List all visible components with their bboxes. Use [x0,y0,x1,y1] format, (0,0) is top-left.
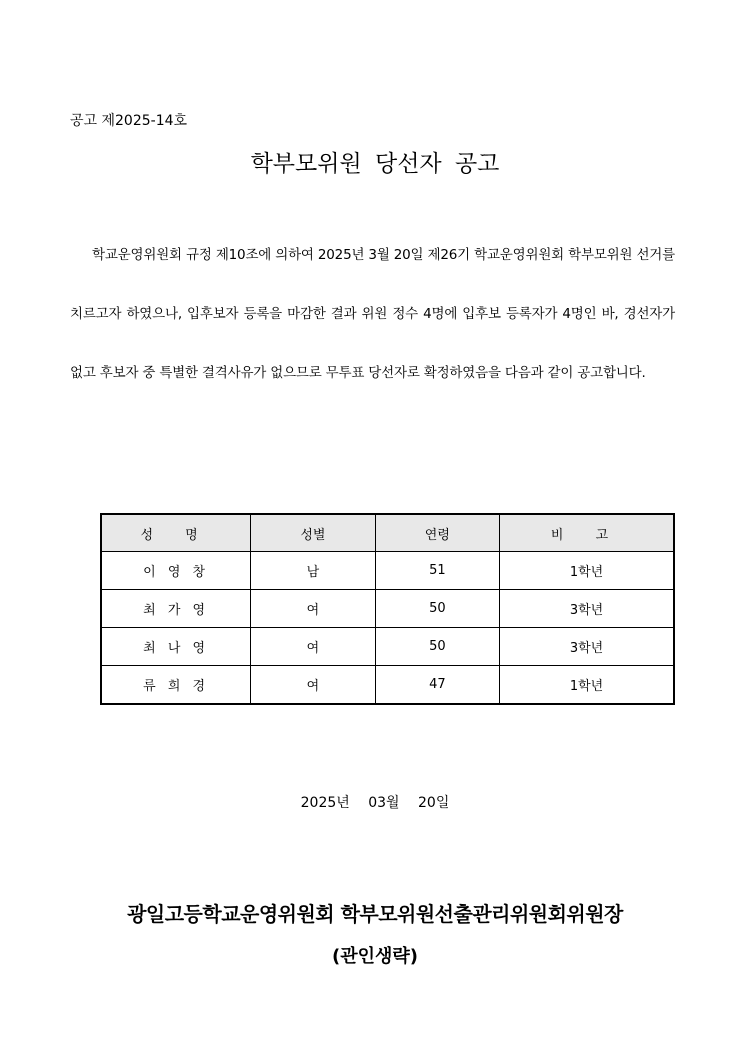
table-row [101,552,674,590]
member-gender: 남 [251,552,375,590]
header-remarks: 비 고 [500,514,674,552]
table-header-row [101,514,674,552]
member-name: 류 희 경 [101,666,251,705]
member-gender: 여 [251,666,375,705]
notice-date: 2025년 03월 20일 [300,795,450,811]
member-remarks: 3학년 [500,628,674,666]
member-remarks: 3학년 [500,590,674,628]
signer-title: 광일고등학교운영위원회 학부모위원선출관리위원회위원장 [127,902,623,926]
seal-omitted-note: (관인생략) [331,946,418,967]
header-age: 연령 [375,514,499,552]
elected-members-table [100,513,675,705]
document-number: 공고 제2025-14호 [70,113,188,129]
table-row [101,666,674,705]
notice-body-text: 학교운영위원회 규정 제10조에 의하여 2025년 3월 20일 제26기 학교운영위원회 학부모위원 선거를 치르고자 하였으나, 입후보자 등록을 마감한 결과 위원 정수 4명에 입후보 등록자가 4명인 바, 경선자가 없고 후보자 중 특별한 결격사유가 없으므로 무투표 당선자로 확정하였음을 다음과 같이 공고합니다. [70,247,675,381]
member-name: 이 영 창 [101,552,251,590]
document-title: 학부모위원 당선자 공고 [250,151,500,177]
member-age: 51 [375,552,499,590]
table-row [101,590,674,628]
member-age: 47 [375,666,499,705]
notice-body [70,226,675,403]
member-age: 50 [375,590,499,628]
member-name: 최 가 영 [101,590,251,628]
member-gender: 여 [251,590,375,628]
member-name: 최 나 영 [101,628,251,666]
header-name: 성 명 [101,514,251,552]
member-age: 50 [375,628,499,666]
member-gender: 여 [251,628,375,666]
member-remarks: 1학년 [500,666,674,705]
table-row [101,628,674,666]
header-gender: 성별 [251,514,375,552]
member-remarks: 1학년 [500,552,674,590]
